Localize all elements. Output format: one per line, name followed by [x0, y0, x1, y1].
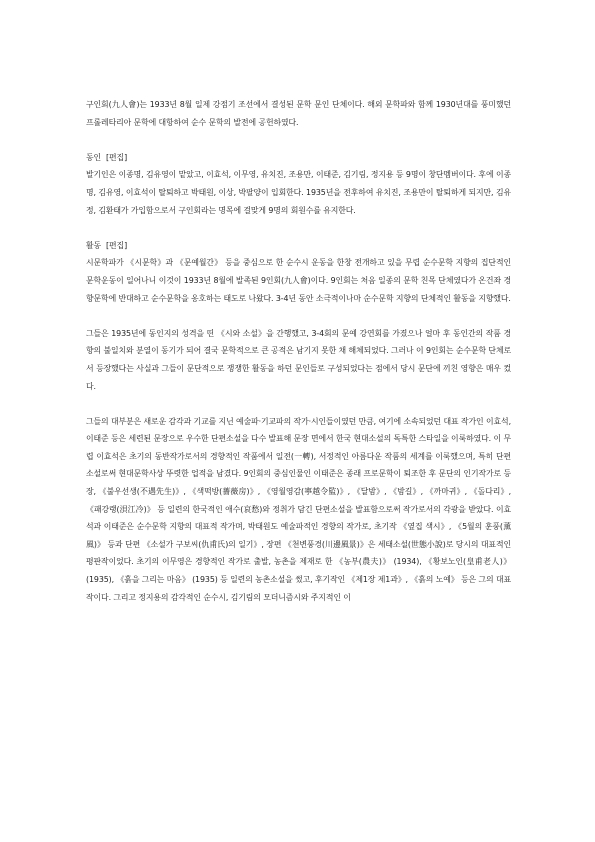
section-heading-activity: [86, 237, 511, 255]
intro-paragraph: 구인회(九人會)는 1933년 8월 일제 강점기 조선에서 결성된 문학 문인 단체이다. 해외 문학파와 함께 1930년대를 풍미했던 프롤레타리아 문학에 대항하여 순수 문학의 발전에 공헌하였다.: [86, 100, 511, 127]
section-heading-members: [86, 149, 511, 167]
section-title: 활동: [86, 240, 102, 250]
section-title: 동인: [86, 152, 102, 162]
members-paragraph: 발기인은 이종명, 김유영이 맡았고, 이효석, 이무영, 유치진, 조용만, 이태준, 김기림, 정지용 등 9명이 창단멤버이다. 후에 이종명, 김유영, 이효석이 탈퇴하고 박태원, 이상, 박팔양이 입회한다. 1935년을 전후하여 유치진, 조용만이 탈퇴하게 되지만, 김유정, 김환태가 가입함으로서 구인회라는 명목에 걸맞게 9명의 회원수를 유지한다.: [86, 170, 511, 215]
edit-link[interactable]: [편집]: [106, 152, 128, 162]
document-page: [86, 96, 511, 624]
edit-link[interactable]: [편집]: [106, 240, 128, 250]
activity-paragraph-2: 그들은 1935년에 동인지의 성격을 띤 《시와 소설》을 간행했고, 3-4회의 문예 강연회를 가졌으나 얼마 후 동인간의 작품 경향의 불일치와 분열이 동기가 되어 결국 문학적으로 큰 공적은 남기지 못한 채 해체되었다. 그러나 이 9인회는 순수문학 단체로서 등장했다는 사실과 그들이 문단적으로 쟁쟁한 활동을 하던 문인들로 구성되었다는 점에서 당시 문단에 끼친 영향은 매우 컸다.: [86, 328, 511, 391]
activity-paragraph-3: 그들의 대부분은 새로운 감각과 기교를 지닌 예술파·기교파의 작가·시인들이였던 만큼, 여기에 소속되었던 대표 작가인 이효석, 이태준 등은 세련된 문장으로 우수한 단편소설을 다수 발표해 문장 면에서 한국 현대소설의 독특한 스타일을 이룩하였다. 이 무렵 이효석은 초기의 동반작가로서의 경향적인 작품에서 일전(一轉), 서정적인 아름다운 작품의 세계를 이룩했으며, 특히 단편소설로써 현대문학사상 뚜렷한 업적을 남겼다. 9인회의 중심인물인 이태준은 종래 프로문학이 퇴조한 후 문단의 인기작가로 등장, 《불우선생(不遇先生)》, 《색떡방(薔薇房)》, 《영월영감(寧越令監)》, 《달밤》, 《밤길》, 《까마귀》, 《돌다리》, 《패강랭(浿江冷)》 등 일련의 한국적인 애수(哀愁)와 정취가 담긴 단편소설을 발표함으로써 작가로서의 각광을 받았다. 이효석과 이태준은 순수문학 지향의 대표적 작가며, 박태원도 예술파적인 경향의 작가로, 초기작 《옆집 색시》, 《5월의 훈풍(薰風)》 등과 단편 《소설가 구보씨(仇甫氏)의 일기》, 장편 《천변풍경(川邊風景)》은 세태소설(世態小說)로 당시의 대표적인 평판작이었다. 초기의 이무영은 경향적인 작가로 출발, 농촌을 제재로 한 《농부(農夫)》 (1934), 《황보노인(皇甫老人)》 (1935), 《흙을 그리는 마음》 (1935) 등 일련의 농촌소설을 썼고, 후기작인 《제1장 제1과》, 《흙의 노예》 등은 그의 대표작이다. 그리고 정지용의 감각적인 순수시, 김기림의 모더니즘시와 주지적인 이: [86, 416, 511, 602]
activity-paragraph-1: 시문학파가 《시문학》과 《문예월간》 등을 중심으로 한 순수시 운동을 한창 전개하고 있을 무렵 순수문학 지향의 집단적인 문학운동이 일어나니 이것이 1933년 8월에 발족된 9인회(九人會)이다. 9인회는 처음 일종의 문학 친목 단체였다가 온건좌 경향문학에 반대하고 순수문학을 옹호하는 태도로 나왔다. 3-4년 동안 소극적이나마 순수문학 지향의 단체적인 활동을 지향했다.: [86, 258, 511, 303]
